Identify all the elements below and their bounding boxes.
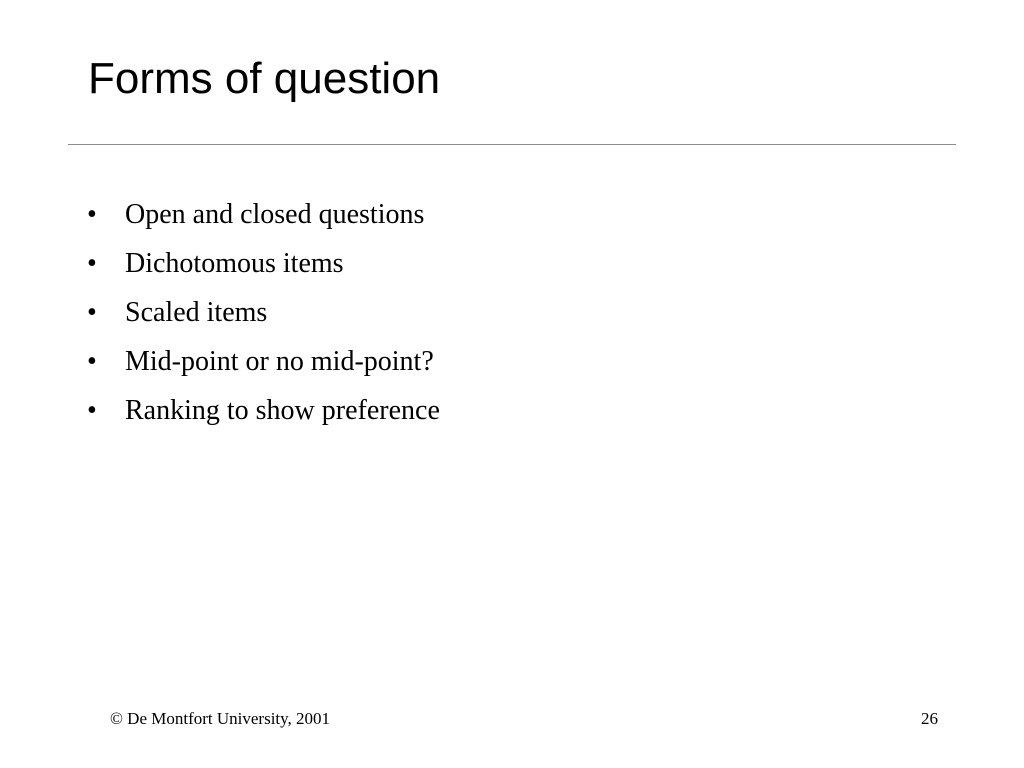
bullet-icon: • [87,395,97,426]
footer-copyright: © De Montfort University, 2001 [110,709,331,728]
bullet-item [87,293,440,342]
page-number: 26 [921,709,938,728]
bullet-item [87,244,440,293]
bullet-text: Mid-point or no mid-point? [125,346,434,377]
title-divider [68,144,956,145]
bullet-text: Dichotomous items [125,248,344,279]
slide-title: Forms of question [88,54,441,103]
bullet-text: Open and closed questions [125,199,425,230]
bullet-text: Ranking to show preference [125,395,440,426]
bullet-item [87,342,440,391]
bullet-item [87,195,440,244]
bullet-icon: • [87,346,97,377]
bullet-list [87,195,440,440]
bullet-icon: • [87,248,97,279]
bullet-item [87,391,440,440]
bullet-text: Scaled items [125,297,268,328]
bullet-icon: • [87,199,97,230]
bullet-icon: • [87,297,97,328]
